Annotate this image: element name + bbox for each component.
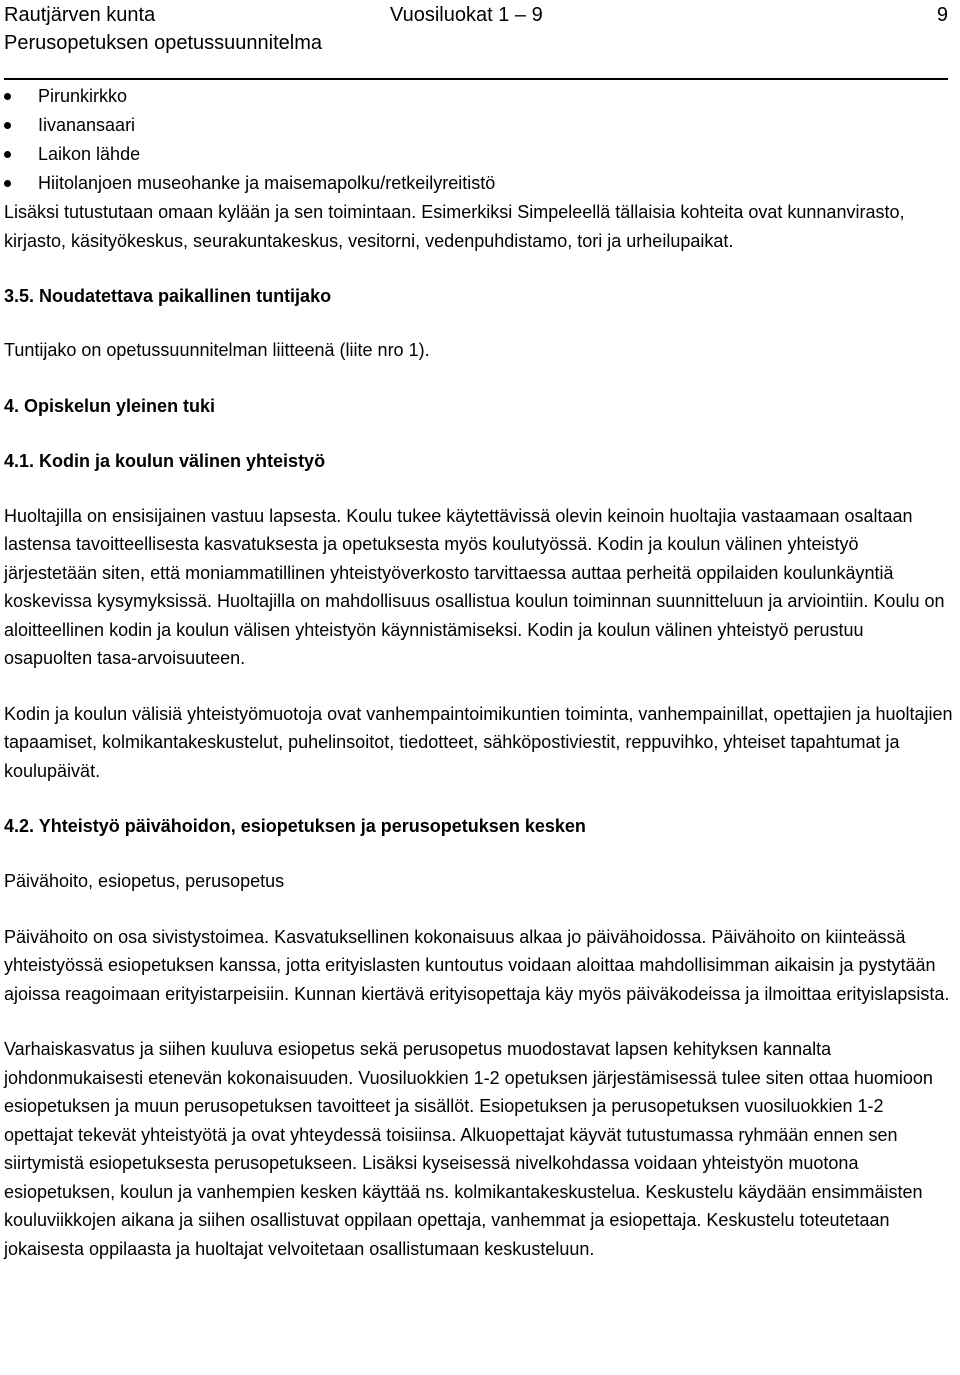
section-subheading: Päivähoito, esiopetus, perusopetus	[4, 871, 285, 891]
section-heading-4-1: 4.1. Kodin ja koulun välinen yhteistyö	[4, 450, 326, 471]
list-item	[4, 111, 956, 140]
section-heading-4: 4. Opiskelun yleinen tuki	[4, 395, 216, 416]
site-list	[4, 82, 956, 198]
list-item-text: Iivanansaari	[38, 115, 136, 135]
cooperation-forms-paragraph: Kodin ja koulun välisiä yhteistyömuotoja ovat vanhempaintoimikuntien toiminta, vanhempainillat, opettajien ja huoltajien tapaamiset, kolmikantakeskustelut, puhelinsoitot, tiedotteet, sähköpostiviestit, reppuvihko, yhteiset tapahtumat ja koulupäivät.	[4, 703, 953, 781]
list-item	[4, 169, 956, 198]
list-item	[4, 82, 956, 111]
intro-paragraph: Lisäksi tutustutaan omaan kylään ja sen toimintaan. Esimerkiksi Simpeleellä tällaisia kohteita ovat kunnanvirasto, kirjasto, käsityökeskus, seurakuntakeskus, vesitorni, vedenpuhdistamo, tori ja urheilupaikat.	[4, 202, 905, 251]
list-item-text: Pirunkirkko	[38, 86, 128, 106]
bullet-icon	[4, 151, 11, 158]
municipality-name: Rautjärven kunta	[4, 4, 156, 26]
document-title: Perusopetuksen opetussuunnitelma	[4, 32, 322, 54]
page-content	[4, 82, 956, 1263]
section-heading-4-2: 4.2. Yhteistyö päivähoidon, esiopetuksen ja perusopetuksen kesken	[4, 816, 586, 836]
list-item-text: Laikon lähde	[38, 144, 141, 164]
daycare-paragraph: Päivähoito on osa sivistystoimea. Kasvatuksellinen kokonaisuus alkaa jo päivähoidossa. Päivähoito on kiinteässä yhteistyössä esiopetuksen kanssa, jotta erityislasten kuntoutus voidaan aloittaa mahdollisimman aikaisin ja pystytään ajoissa reagoimaan erityistarpeisiin. Kunnan kiertävä erityisopettaja käy myös päiväkodeissa ja ilmoittaa erityislapsista.	[4, 926, 950, 1004]
section-heading-3-5: 3.5. Noudatettava paikallinen tuntijako	[4, 286, 332, 306]
timetable-paragraph: Tuntijako on opetussuunnitelman liitteenä (liite nro 1).	[4, 340, 430, 360]
list-item	[4, 140, 956, 169]
page-header	[4, 0, 948, 80]
bullet-icon	[4, 122, 11, 129]
bullet-icon	[4, 180, 11, 187]
cooperation-paragraph: Huoltajilla on ensisijainen vastuu lapsesta. Koulu tukee käytettävissä olevin keinoin huoltajia vastaamaan osaltaan lastensa tavoitteellisesta kasvatuksesta ja opetuksesta myös koulutyössä. Kodin ja koulun välinen yhteistyö järjestetään siten, että moniammatillinen yhteistyöverkosto tarvittaessa auttaa perheitä oppilaiden koulunkäyntiä koskevissa kysymyksissä. Huoltajilla on mahdollisuus osallistua koulun toiminnan suunnitteluun ja arviointiin. Koulu on aloitteellinen kodin ja koulun välisen yhteistyön käynnistämiseksi. Kodin ja koulun välinen yhteistyö perustuu osapuolten tasa-arvoisuuteen.	[4, 505, 945, 668]
early-education-paragraph: Varhaiskasvatus ja siihen kuuluva esiopetus sekä perusopetus muodostavat lapsen kehityksen kannalta johdonmukaisesti etenevän kokonaisuuden. Vuosiluokkien 1-2 opetuksen järjestämisessä tulee siten ottaa huomioon esiopetuksen ja muun perusopetuksen tavoitteet ja sisällöt. Esiopetuksen ja perusopetuksen vuosiluokkien 1-2 opettajat tekevät yhteistyötä ja ovat yhteydessä toisiinsa. Alkuopettajat käyvät tutustumassa ryhmään ennen sen siirtymistä esiopetuksesta perusopetukseen. Lisäksi kyseisessä nivelkohdassa voidaan yhteistyön muotona esiopetuksen, koulun ja vanhempien kesken käyttää ns. kolmikantakeskustelua. Keskustelu käydään ensimmäisten kouluviikkojen aikana ja siihen osallistuvat oppilaan opettaja, vanhemmat ja esiopettaja. Keskustelu toteutetaan jokaisesta oppilaasta ja huoltajat velvoitetaan osallistumaan keskusteluun.	[4, 1039, 933, 1259]
list-item-text: Hiitolanjoen museohanke ja maisemapolku/retkeilyreitistö	[38, 173, 496, 193]
bullet-icon	[4, 93, 11, 100]
page-number: 9	[936, 4, 948, 26]
grade-range: Vuosiluokat 1 – 9	[390, 4, 543, 26]
